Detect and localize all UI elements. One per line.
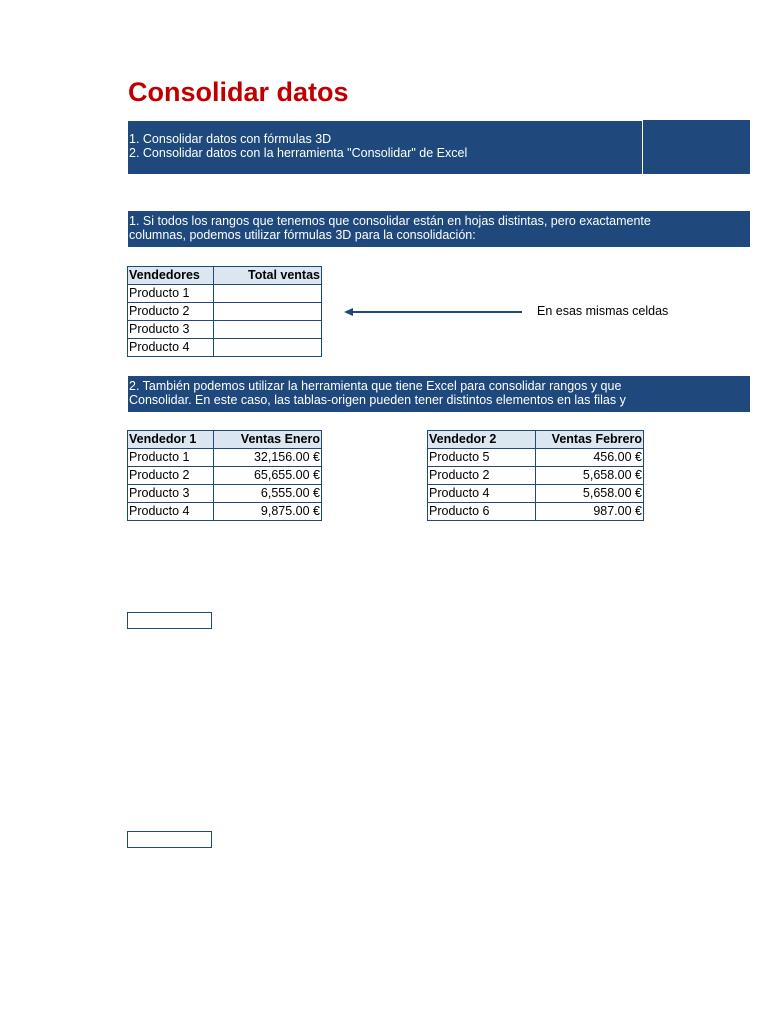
table-cell[interactable]: Producto 4	[128, 503, 214, 521]
table-cell[interactable]: Producto 2	[428, 467, 536, 485]
section1-line-1: 1. Si todos los rangos que tenemos que consolidar están en hojas distintas, pero exactamente	[129, 214, 651, 228]
table-cell[interactable]: 32,156.00 €	[214, 449, 322, 467]
table-row	[128, 339, 322, 357]
table-cell[interactable]: 456.00 €	[536, 449, 644, 467]
table-row	[128, 449, 322, 467]
table-row	[428, 449, 644, 467]
table-cell[interactable]: Producto 5	[428, 449, 536, 467]
table-cell[interactable]: Producto 3	[128, 321, 214, 339]
table-row	[428, 485, 644, 503]
section2-line-1: 2. También podemos utilizar la herramienta que tiene Excel para consolidar rangos y que	[129, 379, 622, 393]
empty-cell[interactable]	[127, 831, 212, 848]
table-cell[interactable]: Producto 4	[128, 339, 214, 357]
column-header: Vendedor 1	[128, 431, 214, 449]
table-cell[interactable]: 5,658.00 €	[536, 485, 644, 503]
column-header: Total ventas	[214, 267, 322, 285]
ventas-febrero-table	[427, 430, 644, 521]
table-cell[interactable]: 9,875.00 €	[214, 503, 322, 521]
table-row	[128, 303, 322, 321]
table-cell[interactable]: 6,555.00 €	[214, 485, 322, 503]
table-cell[interactable]	[214, 321, 322, 339]
intro-line-1: 1. Consolidar datos con fórmulas 3D	[129, 132, 332, 146]
ventas-enero-table	[127, 430, 322, 521]
table-cell[interactable]: 5,658.00 €	[536, 467, 644, 485]
table-row	[128, 285, 322, 303]
empty-cell[interactable]	[127, 612, 212, 629]
page-title: Consolidar datos	[128, 77, 349, 107]
table-cell[interactable]: Producto 1	[128, 285, 214, 303]
vendedores-table	[127, 266, 322, 357]
table-cell[interactable]	[214, 339, 322, 357]
section2-line-2: Consolidar. En este caso, las tablas-origen pueden tener distintos elementos en las filas y	[129, 393, 626, 407]
table-cell[interactable]	[214, 303, 322, 321]
intro-band-extension	[643, 120, 750, 174]
table-row	[428, 467, 644, 485]
intro-line-2: 2. Consolidar datos con la herramienta "Consolidar" de Excel	[129, 146, 468, 160]
arrow-note: En esas mismas celdas	[537, 304, 669, 318]
table-row	[428, 503, 644, 521]
table-row	[128, 485, 322, 503]
table-cell[interactable]: Producto 6	[428, 503, 536, 521]
intro-band	[128, 121, 642, 174]
column-header: Ventas Febrero	[536, 431, 644, 449]
table-cell[interactable]	[214, 285, 322, 303]
section1-band	[128, 211, 750, 247]
column-header: Ventas Enero	[214, 431, 322, 449]
table-row	[128, 321, 322, 339]
table-cell[interactable]: 987.00 €	[536, 503, 644, 521]
arrow-left-icon	[342, 305, 524, 319]
section2-band	[128, 376, 750, 412]
table-cell[interactable]: Producto 1	[128, 449, 214, 467]
table-cell[interactable]: Producto 2	[128, 303, 214, 321]
table-cell[interactable]: Producto 3	[128, 485, 214, 503]
table-row	[128, 503, 322, 521]
table-row	[128, 467, 322, 485]
column-header: Vendedores	[128, 267, 214, 285]
column-header: Vendedor 2	[428, 431, 536, 449]
table-cell[interactable]: Producto 2	[128, 467, 214, 485]
table-cell[interactable]: Producto 4	[428, 485, 536, 503]
table-cell[interactable]: 65,655.00 €	[214, 467, 322, 485]
section1-line-2: columnas, podemos utilizar fórmulas 3D para la consolidación:	[129, 228, 476, 242]
